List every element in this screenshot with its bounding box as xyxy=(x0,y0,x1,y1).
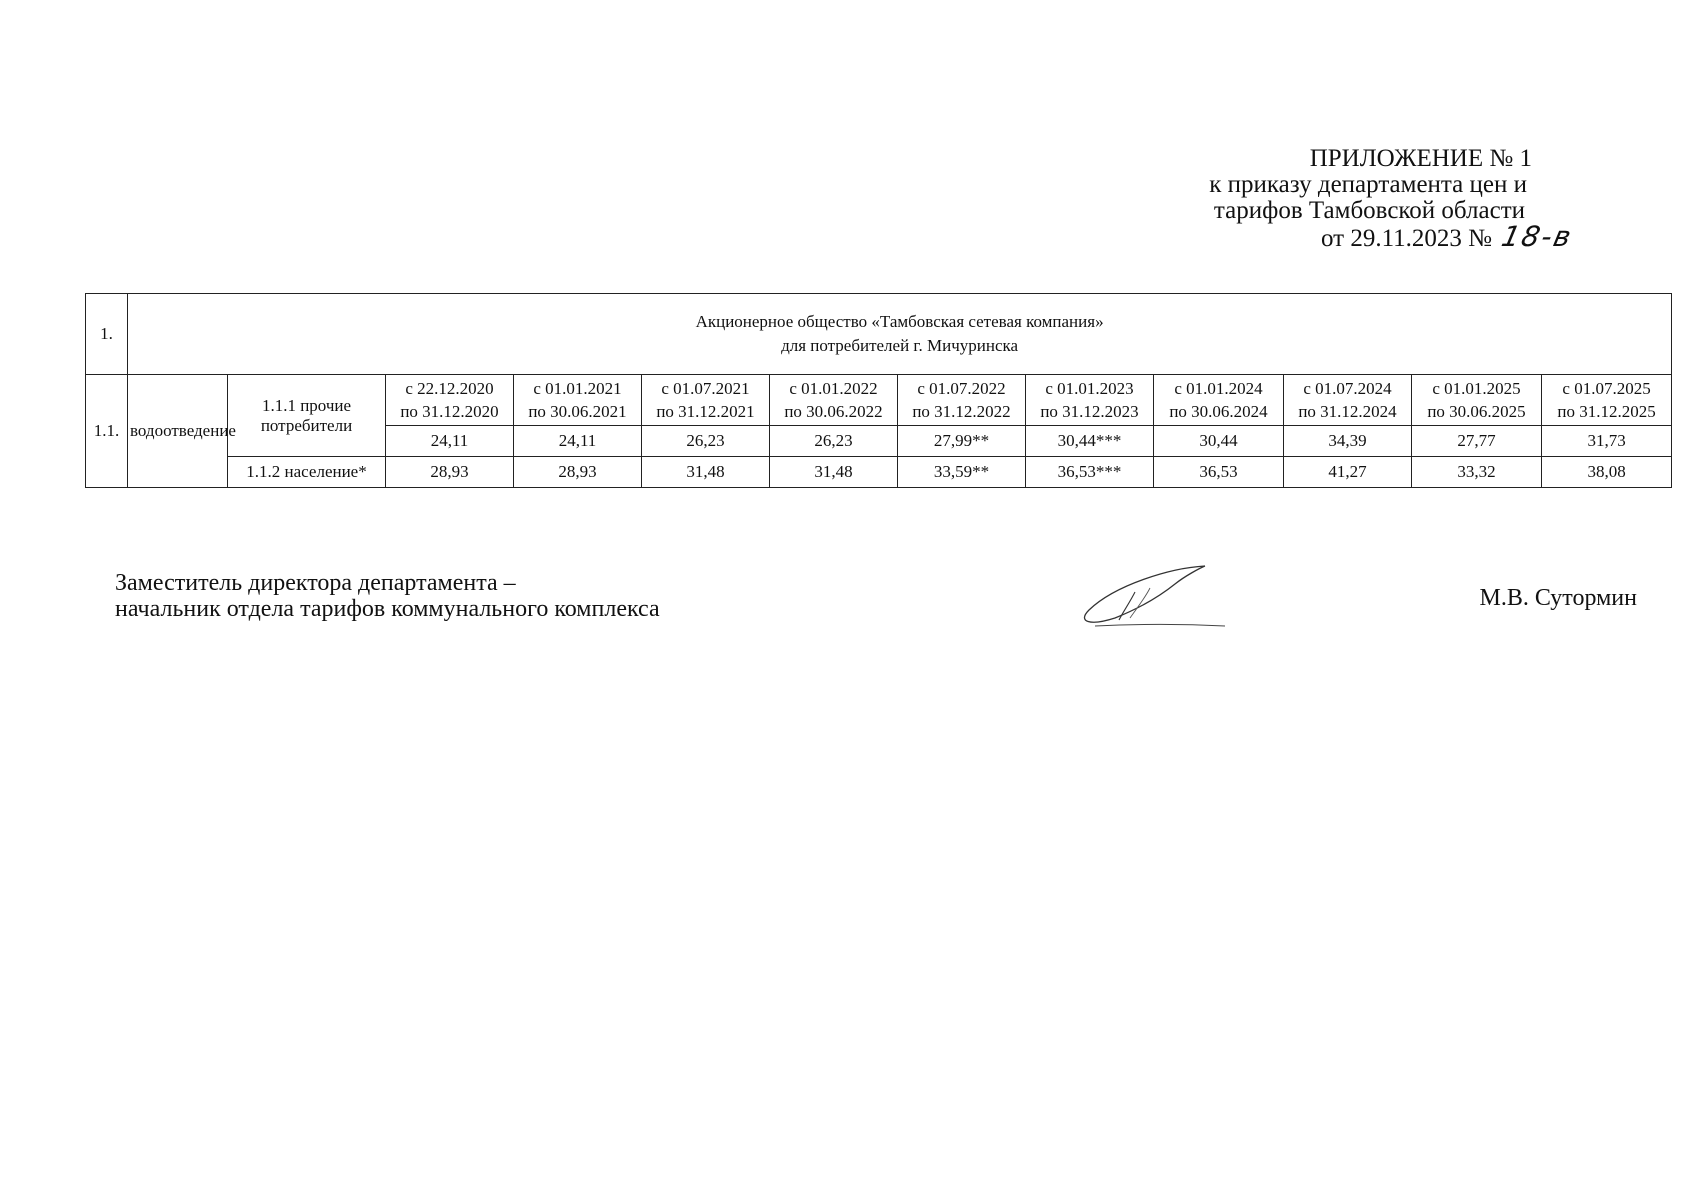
period-cell xyxy=(1284,375,1412,426)
period-to: по 31.12.2024 xyxy=(1298,402,1397,421)
tariff-value: 26,23 xyxy=(770,426,898,457)
period-cell xyxy=(1412,375,1542,426)
period-to: по 31.12.2020 xyxy=(400,402,499,421)
order-number-handwritten: 18-в xyxy=(1498,220,1576,253)
signer-name: М.В. Сутормин xyxy=(1479,585,1637,611)
period-from: с 01.01.2023 xyxy=(1045,379,1134,398)
appendix-header xyxy=(1182,146,1602,252)
tariff-table xyxy=(85,293,1672,488)
period-to: по 31.12.2022 xyxy=(912,402,1011,421)
period-cell xyxy=(1154,375,1284,426)
organization-name: Акционерное общество «Тамбовская сетевая компания» xyxy=(695,312,1104,331)
period-from: с 01.07.2022 xyxy=(917,379,1006,398)
tariff-value: 36,53*** xyxy=(1026,457,1154,488)
tariff-value: 30,44*** xyxy=(1026,426,1154,457)
table-row-organization xyxy=(86,294,1672,375)
organization-scope: для потребителей г. Мичуринска xyxy=(781,336,1019,355)
appendix-date-line xyxy=(1182,220,1602,253)
period-cell xyxy=(898,375,1026,426)
period-cell xyxy=(770,375,898,426)
period-to: по 30.06.2024 xyxy=(1169,402,1268,421)
position-line-2: начальник отдела тарифов коммунального комплекса xyxy=(115,596,660,622)
period-to: по 31.12.2025 xyxy=(1557,402,1656,421)
row-number: 1. xyxy=(86,294,128,375)
appendix-title: ПРИЛОЖЕНИЕ № 1 xyxy=(1309,145,1532,172)
period-from: с 01.01.2024 xyxy=(1174,379,1263,398)
tariff-value: 28,93 xyxy=(514,457,642,488)
tariff-value: 31,48 xyxy=(770,457,898,488)
appendix-line-2: к приказу департамента цен и xyxy=(1209,171,1527,198)
tariff-value: 24,11 xyxy=(386,426,514,457)
tariff-value: 33,59** xyxy=(898,457,1026,488)
tariff-value: 27,99** xyxy=(898,426,1026,457)
appendix-date: от 29.11.2023 № xyxy=(1320,225,1492,252)
row-number: 1.1. xyxy=(86,375,128,488)
period-from: с 01.07.2025 xyxy=(1562,379,1651,398)
period-cell xyxy=(514,375,642,426)
tariff-value: 31,48 xyxy=(642,457,770,488)
tariff-value: 30,44 xyxy=(1154,426,1284,457)
group-label: 1.1.1 прочие потребители xyxy=(228,375,386,457)
service-name: водоотведение xyxy=(128,375,228,488)
tariff-value: 34,39 xyxy=(1284,426,1412,457)
period-from: с 01.01.2021 xyxy=(533,379,622,398)
tariff-value: 28,93 xyxy=(386,457,514,488)
period-cell xyxy=(1026,375,1154,426)
tariff-value: 33,32 xyxy=(1412,457,1542,488)
group-label: 1.1.2 население* xyxy=(228,457,386,488)
period-to: по 31.12.2023 xyxy=(1040,402,1139,421)
period-from: с 22.12.2020 xyxy=(405,379,494,398)
table-row-population xyxy=(86,457,1672,488)
tariff-value: 41,27 xyxy=(1284,457,1412,488)
period-from: с 01.07.2021 xyxy=(661,379,750,398)
period-to: по 30.06.2025 xyxy=(1427,402,1526,421)
period-from: с 01.01.2025 xyxy=(1432,379,1521,398)
tariff-value: 24,11 xyxy=(514,426,642,457)
period-to: по 30.06.2021 xyxy=(528,402,627,421)
period-to: по 30.06.2022 xyxy=(784,402,883,421)
tariff-value: 26,23 xyxy=(642,426,770,457)
handwritten-signature xyxy=(1075,560,1235,630)
tariff-value: 36,53 xyxy=(1154,457,1284,488)
tariff-value: 27,77 xyxy=(1412,426,1542,457)
period-from: с 01.07.2024 xyxy=(1303,379,1392,398)
tariff-value: 38,08 xyxy=(1542,457,1672,488)
position-line-1: Заместитель директора департамента – xyxy=(115,570,516,596)
period-to: по 31.12.2021 xyxy=(656,402,755,421)
table-row-periods xyxy=(86,375,1672,426)
period-cell xyxy=(642,375,770,426)
tariff-value: 31,73 xyxy=(1542,426,1672,457)
appendix-line-3: тарифов Тамбовской области xyxy=(1213,197,1525,224)
signer-position xyxy=(115,570,660,622)
period-cell xyxy=(1542,375,1672,426)
organization-cell xyxy=(128,294,1672,375)
period-cell xyxy=(386,375,514,426)
period-from: с 01.01.2022 xyxy=(789,379,878,398)
